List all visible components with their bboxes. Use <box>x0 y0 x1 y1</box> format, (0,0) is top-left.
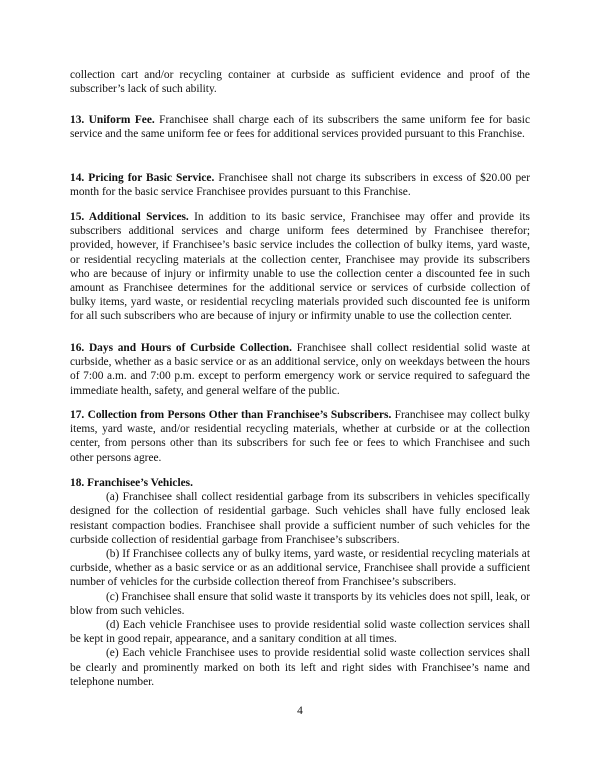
section-16 <box>70 341 530 398</box>
carryover-paragraph: collection cart and/or recycling container at curbside as sufficient evidence and proof of the subscriber’s lack of such ability. <box>70 69 530 96</box>
section-17-heading: 17. Collection from Persons Other than Franchisee’s Subscribers. <box>70 409 392 421</box>
section-14 <box>70 171 530 199</box>
section-18-item-e: (e) Each vehicle Franchisee uses to provide residential solid waste collection services shall be clearly and prominently marked on both its left and right sides with Franchisee’s name and telephone number. <box>70 647 530 688</box>
section-15-body: In addition to its basic service, Franchisee may offer and provide its subscribers additional services and charge uniform fees determined by Franchisee therefor; provided, however, if Franchisee’s basic service includes the collection of bulky items, yard waste, or residential recycling materials at the collection center, Franchisee may provide its subscribers who are because of injury or infirmity unable to use the collection center a discounted fee in such amount as Franchisee determines for the additional service or services of curbside collection of bulky items, yard waste, or residential recycling materials provided such discounted fee is uniform for all such subscribers who are because of injury or infirmity unable to use the collection center. <box>70 211 530 323</box>
section-13-heading: 13. Uniform Fee. <box>70 114 155 126</box>
section-15-heading: 15. Additional Services. <box>70 211 189 223</box>
section-18-item-c: (c) Franchisee shall ensure that solid waste it transports by its vehicles does not spill, leak, or blow from such vehicles. <box>70 590 530 617</box>
section-13-body: Franchisee shall charge each of its subscribers the same uniform fee for basic service and the same uniform fee or fees for additional services provided pursuant to this Franchise. <box>70 114 531 141</box>
section-18-item-b: (b) If Franchisee collects any of bulky items, yard waste, or residential recycling materials at curbside, whether as a basic service or as an additional service, Franchisee shall provide a sufficient number of vehicles for the curbside collection thereof from Franchisee’s subscribers. <box>70 548 530 589</box>
section-17 <box>70 408 530 465</box>
section-17-body: Franchisee may collect bulky items, yard waste, and/or residential recycling materials, whether at curbside or at the collection center, from persons other than its subscribers for such fee or fees to which Franchisee and such other persons agree. <box>70 409 530 464</box>
section-15 <box>70 210 530 324</box>
section-14-body: Franchisee shall not charge its subscribers in excess of $20.00 per month for the basic service Franchisee provides pursuant to this Franchise. <box>70 172 530 199</box>
section-18-item-a: (a) Franchisee shall collect residential garbage from its subscribers in vehicles specifically designed for the collection of residential garbage. Such vehicles shall have fully enclosed leak resistant compaction bodies. Franchisee shall provide a sufficient number of such vehicles for the curbside collection of residential garbage from Franchisee’s subscribers. <box>70 491 530 546</box>
page-number: 4 <box>297 705 303 717</box>
section-16-body: Franchisee shall collect residential solid waste at curbside, whether as a basic service or as an additional service, only on weekdays between the hours of 7:00 a.m. and 7:00 p.m. except to perform emergency work or service required to safeguard the immediate health, safety, and general welfare of the public. <box>70 342 530 397</box>
section-18-heading: 18. Franchisee’s Vehicles. <box>70 477 193 489</box>
section-16-heading: 16. Days and Hours of Curbside Collection. <box>70 342 292 354</box>
section-13 <box>70 113 530 141</box>
section-18-item-d: (d) Each vehicle Franchisee uses to provide residential solid waste collection services shall be kept in good repair, appearance, and a sanitary condition at all times. <box>70 619 530 646</box>
section-14-heading: 14. Pricing for Basic Service. <box>70 172 215 184</box>
section-18 <box>70 476 530 689</box>
